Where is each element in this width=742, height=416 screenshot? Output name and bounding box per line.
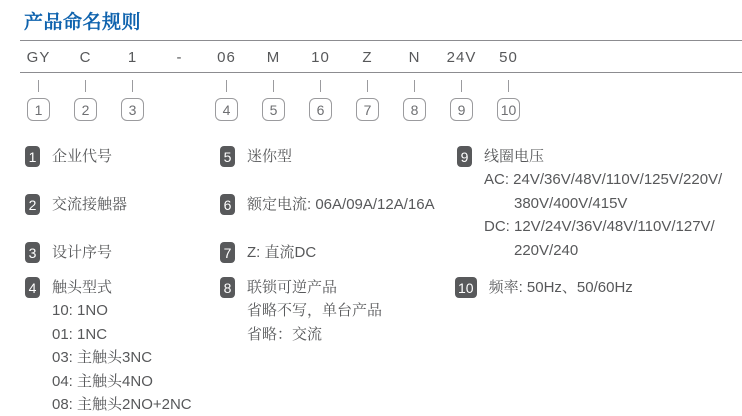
legend-badge-6: 6 [220,194,235,215]
legend-item-2 [25,194,127,216]
legend-item-1 [25,146,112,168]
divider-bottom [20,72,742,73]
index-box-4: 4 [215,98,238,121]
legend-badge-2: 2 [25,194,40,215]
code-segment-type: C [79,48,92,66]
legend-line: 04: 主触头4NO [52,372,153,390]
page-title: 产品命名规则 [24,12,142,33]
code-segment-frequency: 50 [499,48,518,66]
index-box-8: 8 [403,98,426,121]
legend-badge-1: 1 [25,146,40,167]
index-box-1: 1 [27,98,50,121]
code-segment-company: GY [26,48,51,66]
legend-item-3 [25,242,112,264]
legend-line: Z: 直流DC [247,244,317,261]
index-box-9: 9 [450,98,473,121]
legend-line: 380V/400V/415V [514,194,628,212]
connector-tick [508,80,510,92]
code-segment-current: 06 [217,48,236,66]
legend-line: 10: 1NO [52,302,108,320]
legend-line: 省略：交流 [247,325,323,343]
index-box-7: 7 [356,98,379,121]
connector-tick [85,80,87,92]
legend-line: 03: 主触头3NC [52,349,153,367]
legend-item-5 [220,146,292,168]
legend-line: 联锁可逆产品 [247,279,338,296]
legend-line: 额定电流: 06A/09A/12A/16A [247,196,435,213]
code-segment-contacts: 10 [311,48,330,66]
connector-tick [273,80,275,92]
code-segment-dash: - [176,48,183,66]
connector-tick [132,80,134,92]
product-code-row [15,45,535,69]
legend-item-4 [25,277,192,416]
legend-line: 触头型式 [52,279,113,296]
index-box-5: 5 [262,98,285,121]
connector-tick [226,80,228,92]
legend-item-9 [457,146,722,262]
legend-item-7 [220,242,316,264]
legend-line: 交流接触器 [52,196,128,213]
legend-line: 01: 1NC [52,325,108,343]
legend-item-8 [220,277,382,346]
legend-badge-4: 4 [25,277,40,298]
index-box-2: 2 [74,98,97,121]
legend-line: AC: 24V/36V/48V/110V/125V/220V/ [484,171,723,189]
legend-line: 省略不写，单台产品 [247,302,383,320]
connector-tick [461,80,463,92]
legend-line: 线圈电压 [484,148,545,165]
connector-tick [38,80,40,92]
legend-badge-7: 7 [220,242,235,263]
legend-badge-5: 5 [220,146,235,167]
legend-line: 08: 主触头2NO+2NC [52,396,192,414]
code-segment-voltage: 24V [446,48,477,66]
index-box-10: 10 [497,98,521,121]
legend-badge-3: 3 [25,242,40,263]
code-segment-design: 1 [127,48,138,66]
index-box-3: 3 [121,98,144,121]
legend-line: 企业代号 [52,148,113,165]
code-segment-mini: M [266,48,281,66]
legend-line: 迷你型 [247,148,293,165]
legend-item-10 [455,277,633,299]
legend-line: 220V/240 [514,241,579,259]
legend-badge-8: 8 [220,277,235,298]
legend-line: DC: 12V/24V/36V/48V/110V/127V/ [484,218,715,236]
connector-tick [414,80,416,92]
divider-top [20,40,742,41]
legend-badge-9: 9 [457,146,472,167]
index-box-row [15,98,535,121]
code-segment-interlock: N [408,48,421,66]
legend-line: 频率: 50Hz、50/60Hz [488,279,633,296]
connector-tick [320,80,322,92]
code-segment-dc: Z [362,48,373,66]
connector-tick [367,80,369,92]
legend-item-6 [220,194,435,216]
tick-row [15,80,535,92]
legend-line: 设计序号 [52,244,113,261]
legend-badge-10: 10 [455,277,477,298]
index-box-6: 6 [309,98,332,121]
